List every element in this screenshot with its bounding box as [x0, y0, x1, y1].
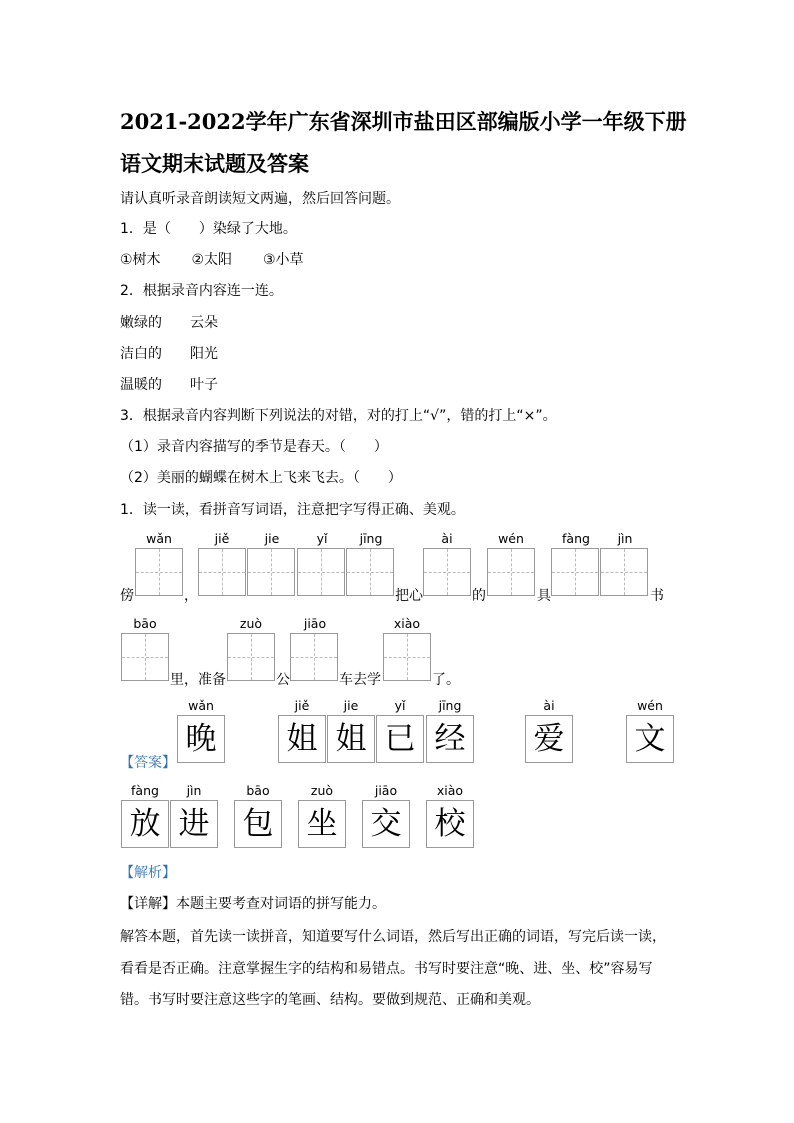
- answer-pinyin-jing: jīng: [438, 698, 462, 713]
- pinyin-yi: yǐ: [316, 531, 328, 546]
- question-1-options: [120, 249, 304, 269]
- answer-pinyin-yi: yǐ: [394, 698, 406, 713]
- detail-line: [120, 893, 386, 913]
- answer-char-ai: 爱: [525, 715, 573, 763]
- pinyin-bao: bāo: [133, 616, 157, 631]
- document-title-line2: 语文期末试题及答案: [120, 151, 309, 176]
- write-box-jing[interactable]: [346, 548, 394, 596]
- answer-pinyin-jiao: jiāo: [374, 783, 398, 798]
- answer-pinyin-bao: bāo: [246, 783, 270, 798]
- question-2: 2．根据录音内容连一连。: [120, 283, 283, 299]
- write-box-wan[interactable]: [135, 548, 183, 596]
- row1-text-de: 的: [472, 588, 486, 604]
- answer-char-jie: 姐: [278, 715, 326, 763]
- pinyin-ai: ài: [441, 531, 453, 546]
- match-right-2: 阳光: [190, 346, 218, 362]
- write-box-jiao[interactable]: [290, 633, 338, 681]
- option-2: ②太阳: [191, 252, 233, 268]
- answer-char-jiao: 交: [362, 800, 410, 848]
- question-3-item-2: （2）美丽的蝴蝶在树木上飞来飞去。（ ）: [120, 470, 402, 486]
- answer-pinyin-jie2: jie: [343, 698, 359, 713]
- writing-instruction: 1．读一读，看拼音写词语，注意把字写得正确、美观。: [120, 502, 465, 518]
- pinyin-zuo: zuò: [239, 616, 263, 631]
- pinyin-jiao: jiāo: [303, 616, 327, 631]
- answer-char-yi: 已: [376, 715, 424, 763]
- answer-pinyin-wen: wén: [637, 698, 663, 713]
- write-box-ai[interactable]: [423, 548, 471, 596]
- answer-pinyin-zuo: zuò: [310, 783, 334, 798]
- row1-text-shu: 书: [650, 588, 664, 604]
- question-1: 1．是（ ）染绿了大地。: [120, 221, 297, 237]
- row1-text-bang: 傍: [120, 588, 134, 604]
- pinyin-fang: fàng: [562, 531, 590, 546]
- answer-char-jing: 经: [426, 715, 474, 763]
- pinyin-jie2: jie: [264, 531, 280, 546]
- pinyin-jing: jīng: [359, 531, 383, 546]
- detail-text: 本题主要考查对词语的拼写能力。: [176, 896, 386, 912]
- write-box-xiao[interactable]: [383, 633, 431, 681]
- answer-char-fang: 放: [121, 800, 169, 848]
- answer-char-bao: 包: [234, 800, 282, 848]
- write-box-jin[interactable]: [600, 548, 648, 596]
- match-left-2: 洁白的: [120, 346, 162, 362]
- option-1: ①树木: [120, 252, 161, 268]
- row1-text-baxin: 把心: [395, 588, 423, 604]
- answer-pinyin-wan: wǎn: [188, 698, 214, 713]
- pinyin-xiao: xiào: [393, 616, 421, 631]
- row2-text-li: 里，准备: [170, 672, 226, 688]
- write-box-jie[interactable]: [198, 548, 246, 596]
- write-box-zuo[interactable]: [227, 633, 275, 681]
- question-3: 3．根据录音内容判断下列说法的对错，对的打上“√”，错的打上“×”。: [120, 408, 557, 424]
- document-title-line1: 2021-2022学年广东省深圳市盐田区部编版小学一年级下册: [120, 109, 687, 134]
- pinyin-wen: wén: [498, 531, 524, 546]
- answer-label: 【答案】: [120, 755, 176, 771]
- analysis-paragraph-1: 解答本题，首先读一读拼音，知道要写什么词语，然后写出正确的词语，写完后读一读，: [120, 929, 666, 945]
- row2-text-che: 车去学: [339, 672, 381, 688]
- answer-char-xiao: 校: [426, 800, 474, 848]
- analysis-label: 【解析】: [120, 865, 176, 881]
- write-box-wen[interactable]: [487, 548, 535, 596]
- row2-text-le: 了。: [432, 672, 460, 688]
- answer-pinyin-xiao: xiào: [436, 783, 464, 798]
- intro-text: 请认真听录音朗读短文两遍，然后回答问题。: [120, 191, 400, 207]
- row1-text-ju: 具: [537, 588, 551, 604]
- match-left-3: 温暖的: [120, 377, 162, 393]
- option-3: ③小草: [262, 252, 304, 268]
- write-box-jie2[interactable]: [247, 548, 295, 596]
- analysis-paragraph-2: 看看是否正确。注意掌握生字的结构和易错点。书写时要注意“晚、进、坐、校”容易写: [120, 961, 653, 977]
- question-3-item-1: （1）录音内容描写的季节是春天。（ ）: [120, 439, 388, 455]
- answer-char-wen: 文: [626, 715, 674, 763]
- answer-pinyin-ai: ài: [543, 698, 555, 713]
- answer-pinyin-jin: jìn: [186, 783, 202, 798]
- pinyin-jin: jìn: [617, 531, 633, 546]
- write-box-bao[interactable]: [121, 633, 169, 681]
- row1-text-comma: ，: [184, 588, 198, 604]
- answer-char-jie2: 姐: [327, 715, 375, 763]
- match-left-1: 嫩绿的: [120, 315, 162, 331]
- answer-char-wan: 晚: [177, 715, 225, 763]
- detail-label: 【详解】: [120, 896, 176, 912]
- write-box-yi[interactable]: [297, 548, 345, 596]
- row2-text-gong: 公: [276, 672, 290, 688]
- answer-pinyin-jie: jiě: [294, 698, 310, 713]
- match-right-3: 叶子: [190, 377, 218, 393]
- answer-char-jin: 进: [170, 800, 218, 848]
- answer-char-zuo: 坐: [298, 800, 346, 848]
- answer-pinyin-fang: fàng: [131, 783, 159, 798]
- match-right-1: 云朵: [190, 315, 218, 331]
- write-box-fang[interactable]: [551, 548, 599, 596]
- pinyin-jie: jiě: [214, 531, 230, 546]
- analysis-paragraph-3: 错。书写时要注意这些字的笔画、结构。要做到规范、正确和美观。: [120, 992, 540, 1008]
- pinyin-wan: wǎn: [146, 531, 172, 546]
